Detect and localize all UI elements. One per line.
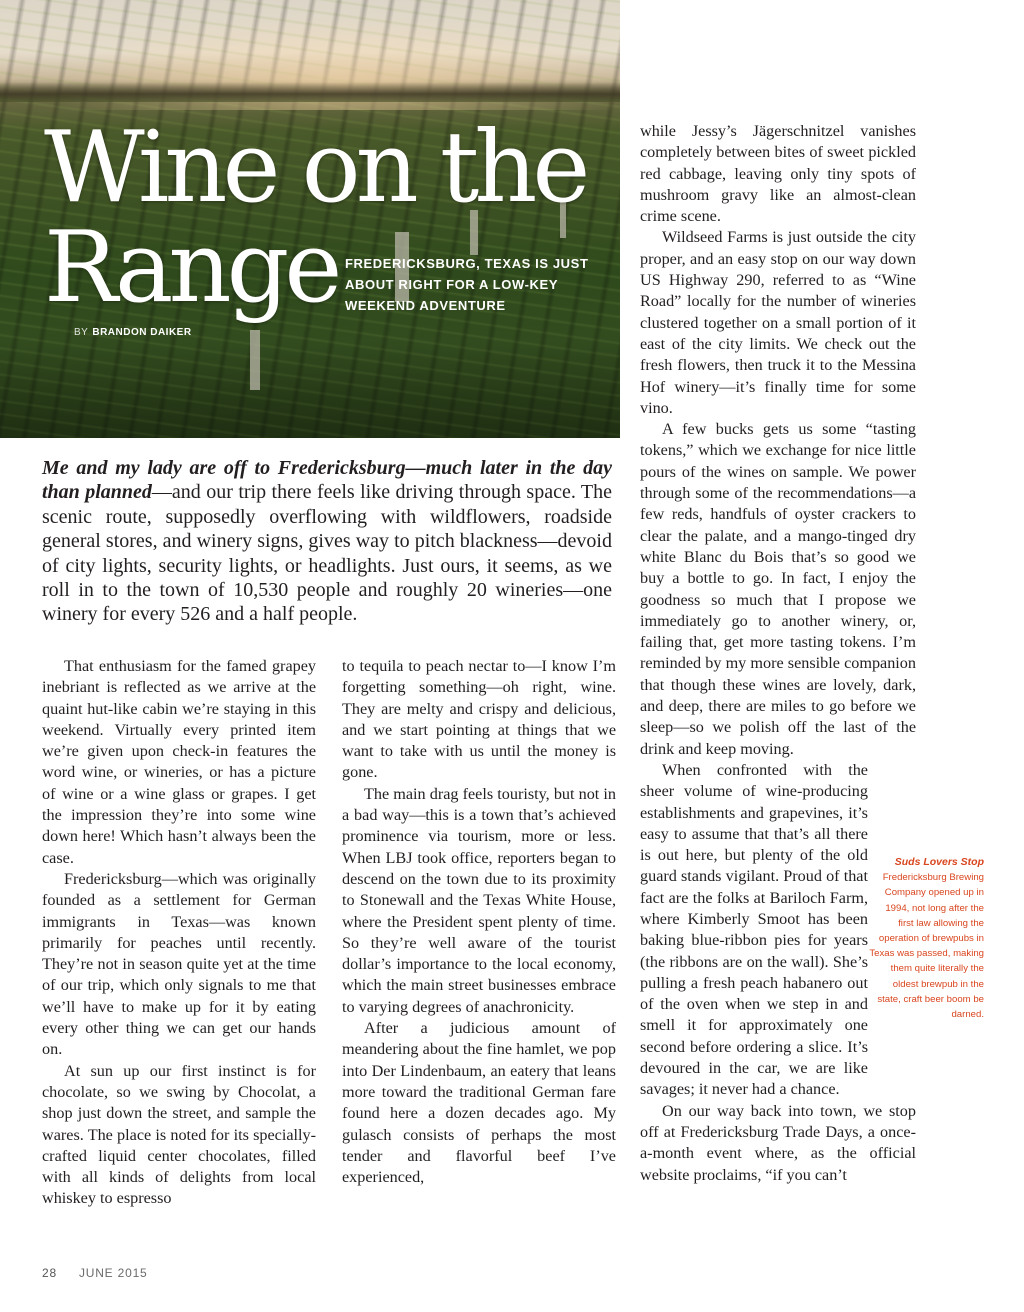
hero-image (0, 0, 620, 438)
paragraph: Wildseed Farms is just outside the city proper, and an easy stop on our way down US Highway 290, referred to as “Wine Road” locally for the number of wineries clustered together on a small portion of it east of the city limits. We check out the fresh flowers, then truck it to the Messina Hof winery—it’s finally time for some vino. (640, 228, 916, 417)
page-number: 28 (42, 1266, 57, 1280)
lede-text: —and our trip there feels like driving through space. The scenic route, supposedly overflowing with wildflowers, roadside general stores, and winery signs, gives way to pitch blackness—devoid of city lights, security lights, or headlights. Just ours, it seems, as we roll in to the town of 10,530 people and roughly 20 wineries—one winery for every 526 and a half people. (42, 481, 612, 626)
lede-paragraph (42, 456, 612, 627)
article-subtitle: FREDERICKSBURG, TEXAS IS JUST ABOUT RIGHT FOR A LOW-KEY WEEKEND ADVENTURE (345, 256, 589, 313)
body-column-3 (640, 121, 916, 1186)
body-column-2 (342, 656, 616, 1188)
sidebar-note (868, 855, 984, 1022)
byline-prefix: BY (74, 327, 89, 338)
byline-author: BRANDON DAIKER (92, 327, 192, 338)
title-line-2: Range (44, 211, 338, 325)
issue-date: JUNE 2015 (78, 1266, 148, 1280)
paragraph: The main drag feels touristy, but not in a bad way—this is a town that’s achieved prominence via tourism, more or less. When LBJ took office, reporters began to descend on the town due to its proximity to Stonewall and the Texas White House, where the President spent plenty of time. So they’re well aware of the tourist dollar’s importance to the local economy, which the main street businesses embrace to varying degrees of anachronicity. (342, 784, 616, 1016)
paragraph: while Jessy’s Jägerschnitzel vanishes completely between bites of sweet pickled red cabbage, leaving only tiny spots of mushroom gravy like an almost-clean crime scene. (640, 122, 916, 226)
sidebar-text: Fredericksburg Brewing Company opened up in 1994, not long after the first law allowing the operation of brewpubs in Texas was passed, making them quite literally the oldest brewpub in the state, craft beer boom be darned. (869, 872, 984, 1021)
title-line-1: Wine on the (44, 111, 586, 225)
paragraph: When confronted with the sheer volume of wine-producing establishments and grapevines, it’s easy to assume that that’s all there is out here, but plenty of the old guard stands vigilant. Proud of that fact are the folks at Bariloch Farm, where Kimberly Smoot has been baking blue-ribbon pies for years (the ribbons are on the wall). She’s pulling a fresh peach habanero out of the oven when we step in and smell it for approximately one second before ordering a slice. It’s devoured in the car, we are like savages; it never had a chance. (640, 760, 868, 1099)
paragraph: Fredericksburg—which was originally founded as a settlement for German immigrants in Texas—was known primarily for peaches until recently. They’re not in season quite yet at the time of our trip, which only signals to me that we’ll have to make up for it by eating every other thing we can get our hands on. (42, 869, 316, 1059)
paragraph: That enthusiasm for the famed grapey inebriant is reflected as we arrive at the quaint hut-like cabin we’re staying in this weekend. Virtually every printed item we’re given upon check-in features the word wine, or wineries, or has a picture of wine or a wine glass or grapes. I get the impression they’re into some wine down here! Which hasn’t always been the case. (42, 657, 316, 867)
lede-lead-in: Me and my lady are off to Fredericksburg—much later in the day than planned (42, 457, 612, 504)
paragraph: On our way back into town, we stop off at Fredericksburg Trade Days, a once-a-month event where, as the official website proclaims, “if you can’t (640, 1101, 916, 1184)
paragraph: At sun up our first instinct is for chocolate, so we swing by Chocolat, a shop just down the street, and sample the wares. The place is noted for its specially-crafted liquid center chocolates, filled with all kinds of delights from local whiskey to espresso (42, 1061, 316, 1208)
paragraph: to tequila to peach nectar to—I know I’m forgetting something—oh right, wine. They are melty and crispy and delicious, and we start pointing at things that we want to take with us until the money is gone. (342, 657, 616, 782)
paragraph: A few bucks gets us some “tasting tokens,” which we exchange for nice little pours of the wines on sample. We power through some of the recommendations—a few reds, handfuls of oyster crackers to clear the palate, and a mango-tinged dry white Blanc du Bois that’s so good we buy a bottle to go. In fact, I enjoy the goodness so much that I propose we immediately go to another winery, or, failing that, get more tasting tokens. I’m reminded by my more sensible companion that though these wines are lovely, dark, and deep, there are miles to go before we sleep—so we polish off the last of the drink and keep moving. (640, 420, 916, 758)
vineyard-post (250, 330, 260, 390)
treeline (0, 82, 620, 102)
body-column-1 (42, 656, 316, 1210)
folio (42, 1266, 148, 1280)
paragraph: After a judicious amount of meandering about the fine hamlet, we pop into Der Lindenbaum, an eatery that leans more toward the traditional German fare found here a dozen decades ago. My gulasch consists of perhaps the most tender and flavorful beef I’ve experienced, (342, 1019, 616, 1187)
byline (74, 327, 192, 338)
sidebar-title: Suds Lovers Stop (894, 856, 984, 868)
